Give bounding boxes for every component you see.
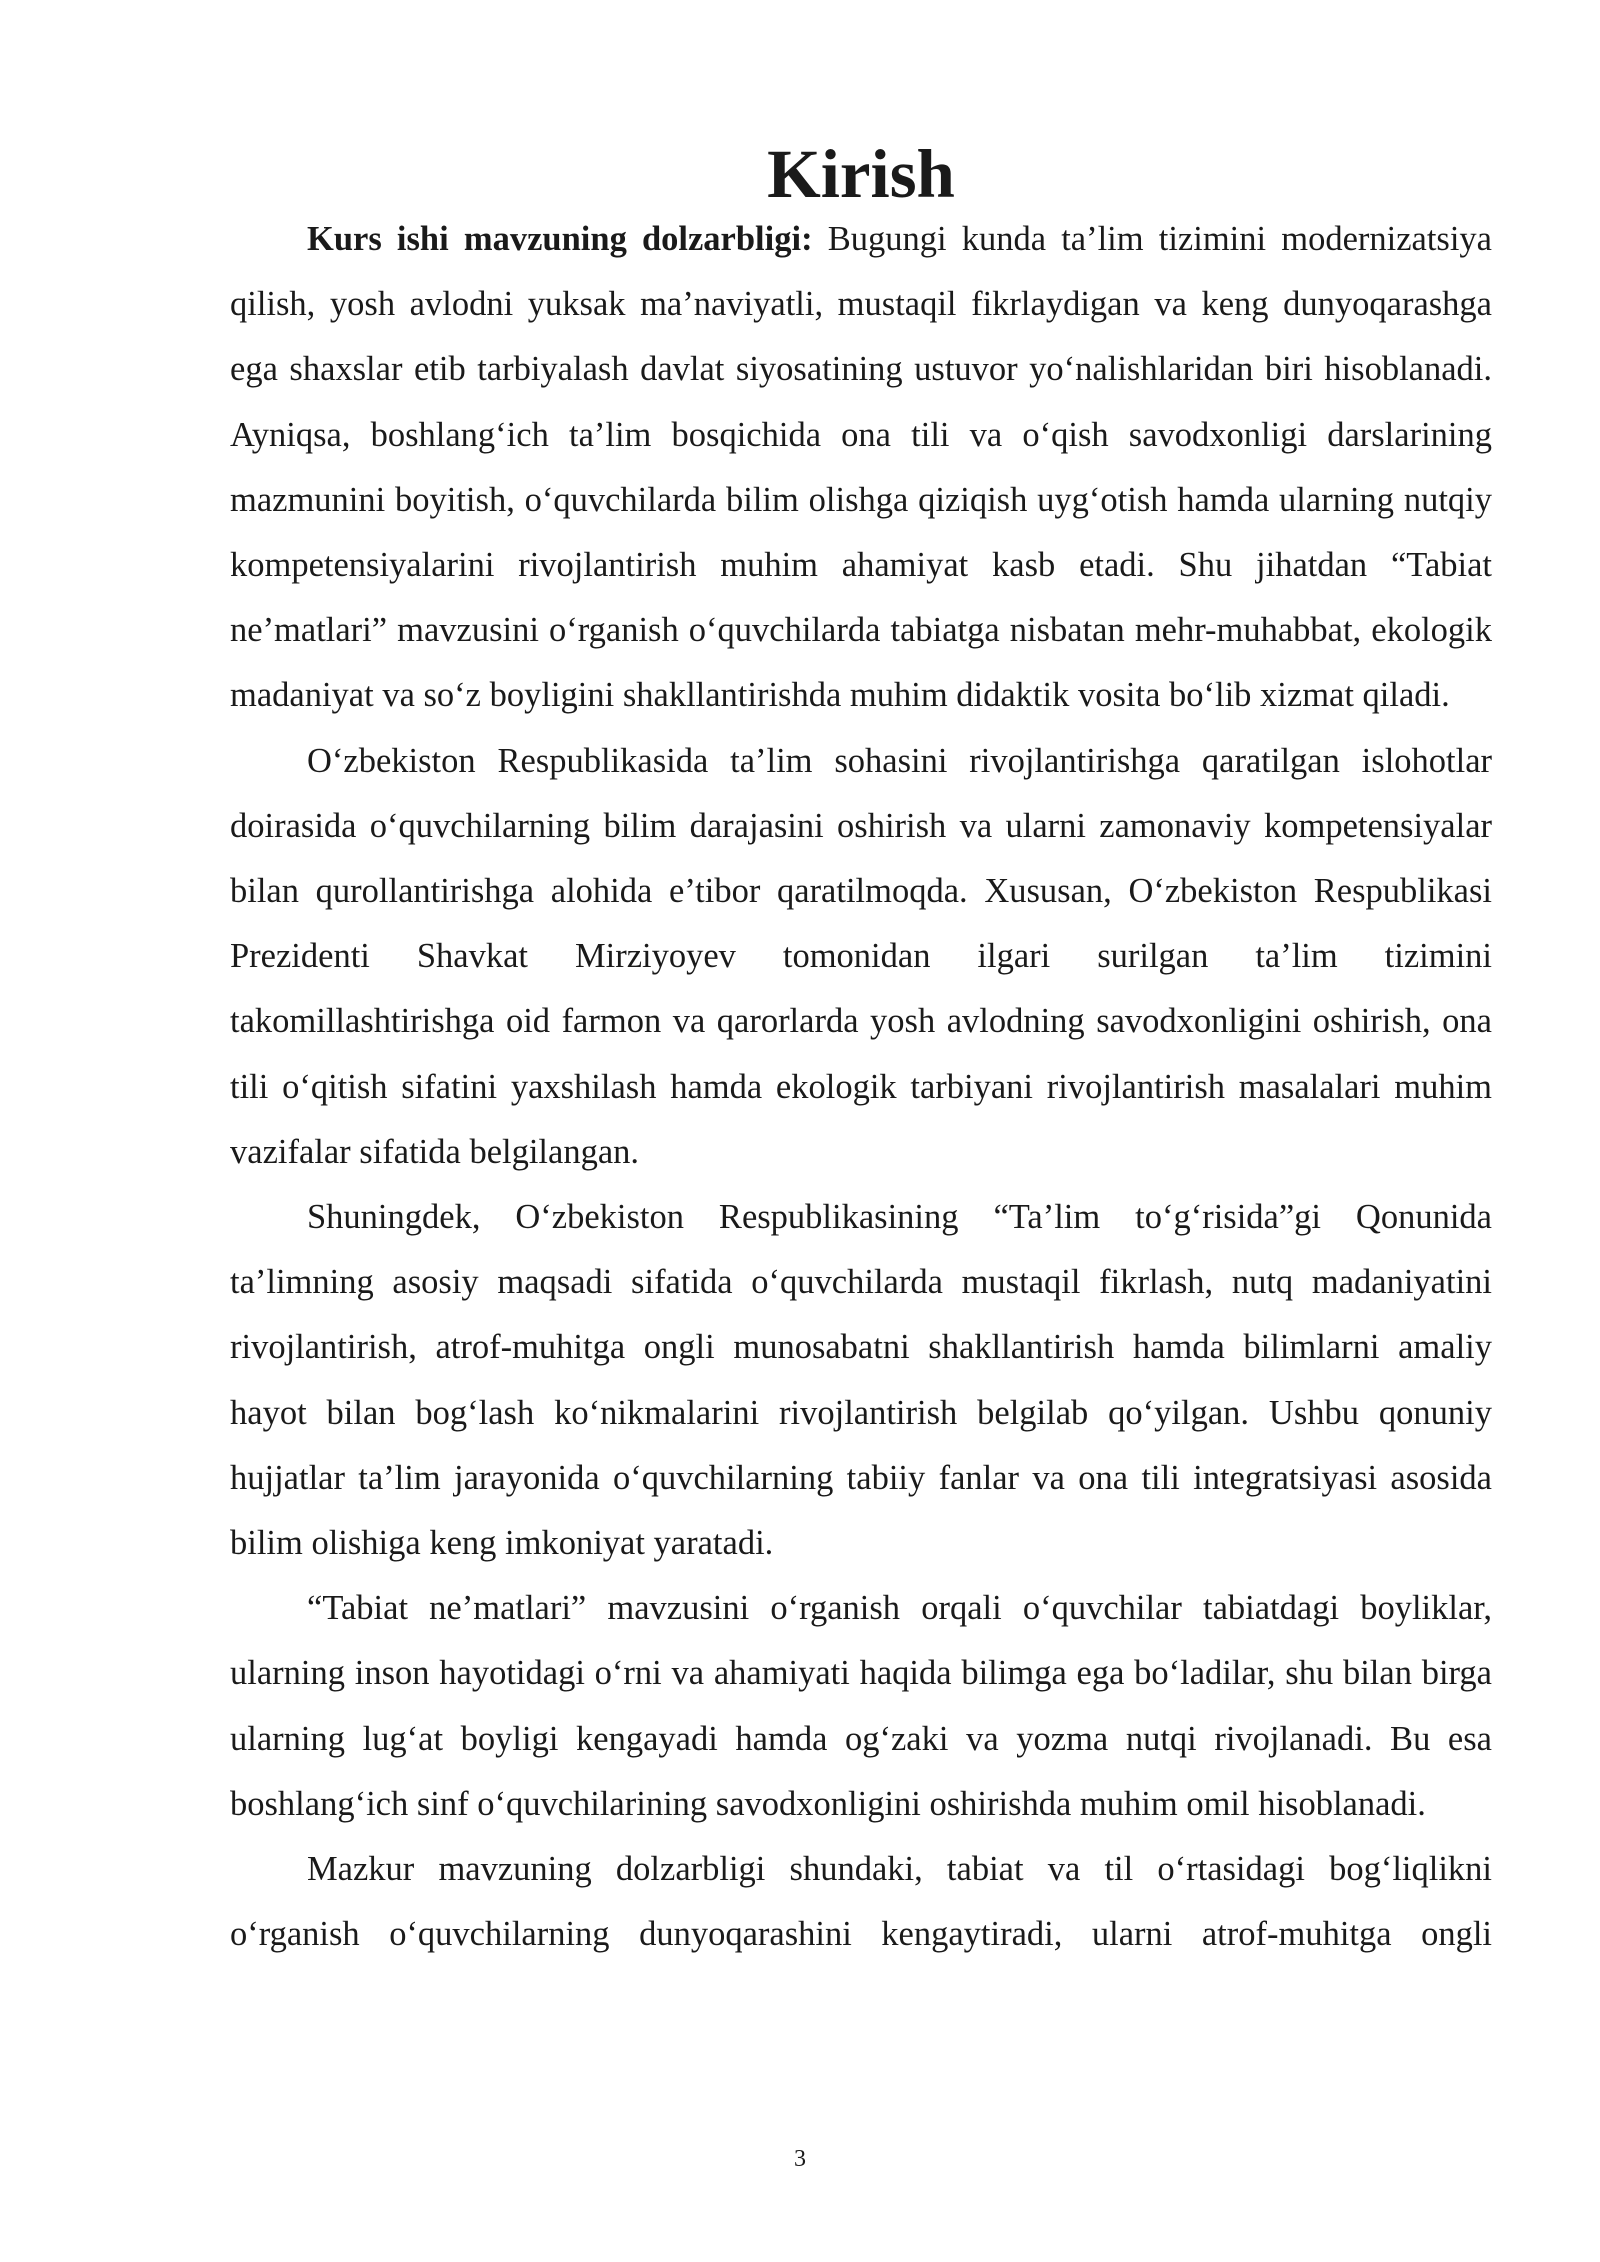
paragraph-lead: Kurs ishi mavzuning dolzarbligi: — [307, 220, 813, 258]
paragraph-text: Bugungi kunda ta’lim tizimini modernizatsiya qilish, yosh avlodni yuksak ma’naviyatli, mustaqil fikrlaydigan va keng dunyoqarashga ega shaxslar etib tarbiyalash davlat siyosatining ustuvor yo‘nalishlaridan biri hisoblanadi. Ayniqsa, boshlang‘ich ta’lim bosqichida ona tili va o‘qish savodxonligi darslarining mazmunini boyitish, o‘quvchilarda bilim olishga qiziqish uyg‘otish hamda ularning nutqiy kompetensiyalarini rivojlantirish muhim ahamiyat kasb etadi. Shu jihatdan “Tabiat ne’matlari” mavzusini o‘rganish o‘quvchilarda tabiatga nisbatan mehr-muhabbat, ekologik madaniyat va so‘z boyligini shakllantirishda muhim didaktik vosita bo‘lib xizmat qiladi. — [230, 220, 1492, 715]
paragraph-text: Mazkur mavzuning dolzarbligi shundaki, tabiat va til o‘rtasidagi bog‘liqlikni o‘rganish o‘quvchilarning dunyoqarashini kengaytiradi, ularni atrof-muhitga ongli — [230, 1850, 1492, 1954]
paragraph-text: “Tabiat ne’matlari” mavzusini o‘rganish orqali o‘quvchilar tabiatdagi boyliklar, ularning inson hayotidagi o‘rni va ahamiyati haqida bilimga ega bo‘ladilar, shu bilan birga ularning lug‘at boyligi kengayadi hamda og‘zaki va yozma nutqi rivojlanadi. Bu esa boshlang‘ich sinf o‘quvchilarining savodxonligini oshirishda muhim omil hisoblanadi. — [230, 1589, 1492, 1823]
paragraph-text: Shuningdek, O‘zbekiston Respublikasining “Ta’lim to‘g‘risida”gi Qonunida ta’limning asosiy maqsadi sifatida o‘quvchilarda mustaqil fikrlash, nutq madaniyatini rivojlantirish, atrof-muhitga ongli munosabatni shakllantirish hamda bilimlarni amaliy hayot bilan bog‘lash ko‘nikmalarini rivojlantirish belgilab qo‘yilgan. Ushbu qonuniy hujjatlar ta’lim jarayonida o‘quvchilarning tabiiy fanlar va ona tili integratsiyasi asosida bilim olishiga keng imkoniyat yaratadi. — [230, 1198, 1492, 1563]
paragraph-law — [230, 1185, 1492, 1576]
paragraph-text: O‘zbekiston Respublikasida ta’lim sohasini rivojlantirishga qaratilgan islohotlar doirasida o‘quvchilarning bilim darajasini oshirish va ularni zamonaviy kompetensiyalar bilan qurollantirishga alohida e’tibor qaratilmoqda. Xususan, O‘zbekiston Respublikasi Prezidenti Shavkat Mirziyoyev tomonidan ilgari surilgan ta’lim tizimini takomillashtirishga oid farmon va qarorlarda yosh avlodning savodxonligini oshirish, ona tili o‘qitish sifatini yaxshilash hamda ekologik tarbiyani rivojlantirish masalalari muhim vazifalar sifatida belgilangan. — [230, 741, 1492, 1171]
paragraph-relevance — [230, 207, 1492, 729]
section-heading: Kirish — [767, 136, 955, 212]
paragraph-reforms — [230, 729, 1492, 1185]
page-body — [230, 136, 1492, 1967]
page-number: 3 — [794, 2146, 806, 2172]
paragraph-conclusion — [230, 1837, 1492, 1967]
paragraph-topic — [230, 1576, 1492, 1837]
